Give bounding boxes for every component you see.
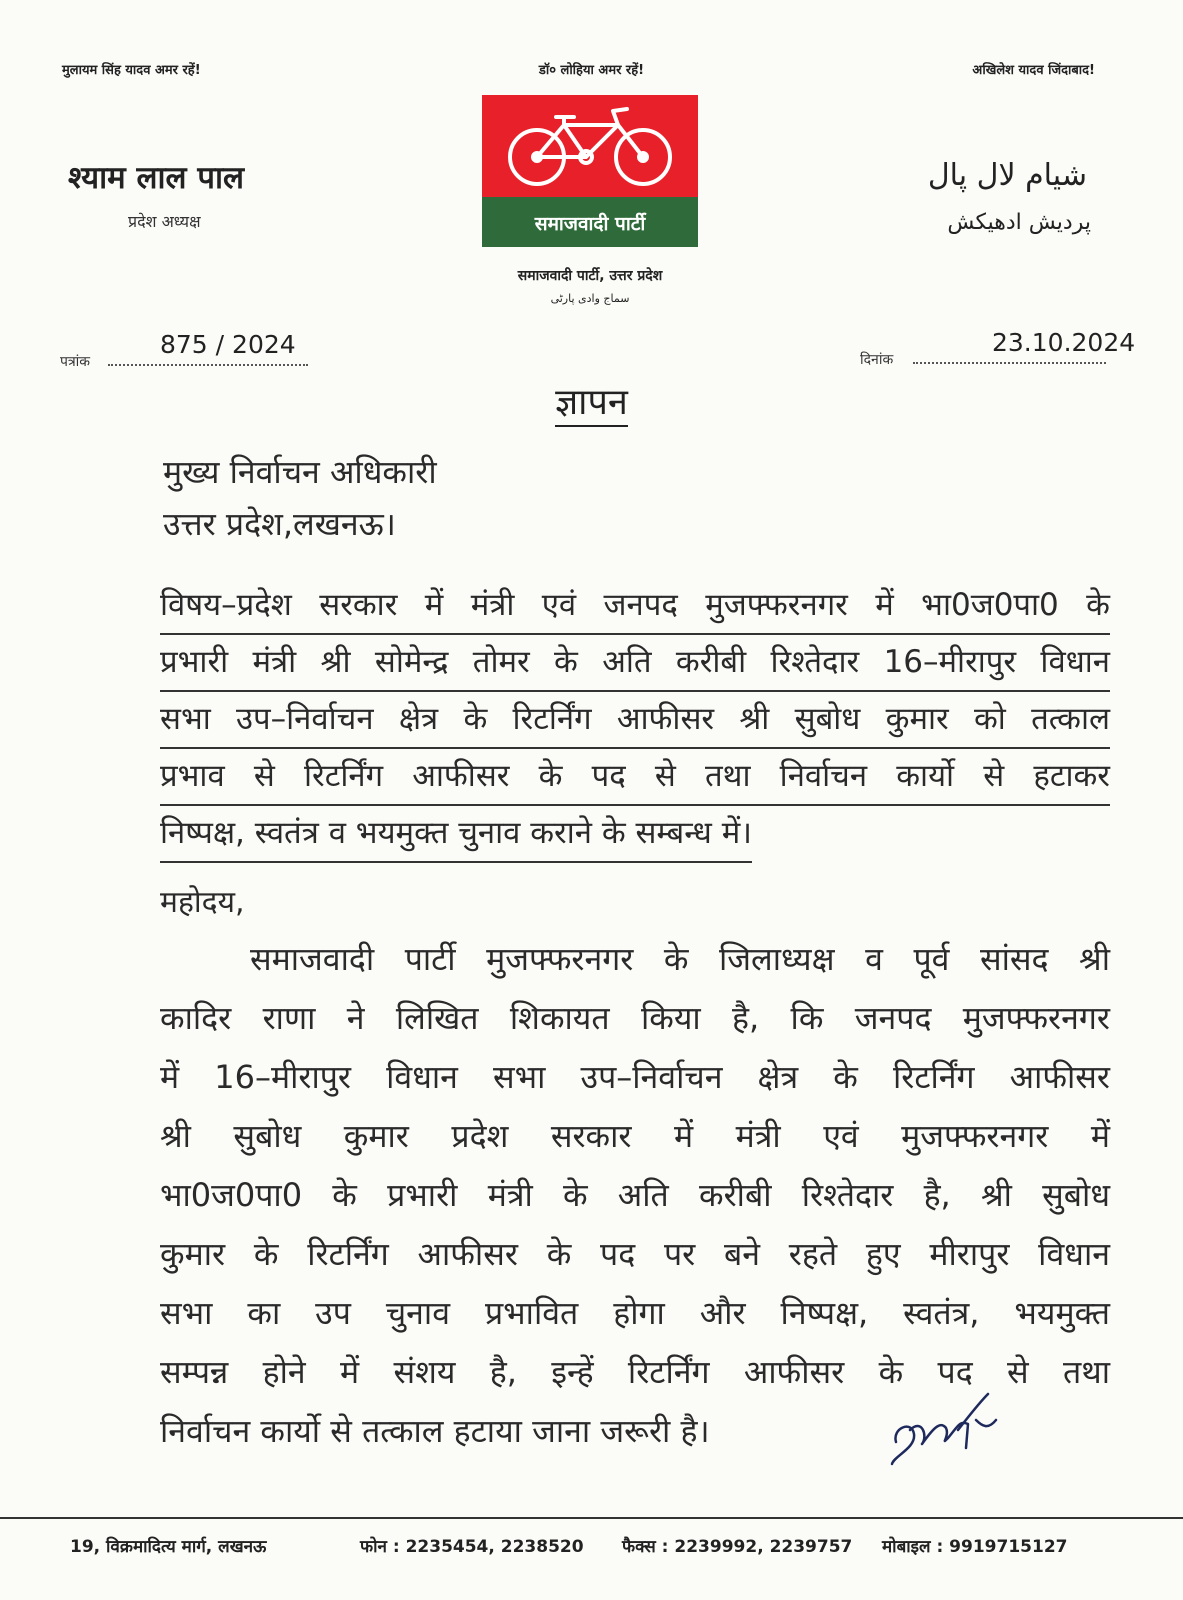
subject-block [160, 578, 1110, 863]
slogan-left: मुलायम सिंह यादव अमर रहें! [62, 63, 201, 78]
addressee-line-1: मुख्य निर्वाचन अधिकारी [163, 453, 437, 491]
body-line: समाजवादी पार्टी मुजफ्फरनगर के जिलाध्यक्ष व पूर्व सांसद श्री [250, 940, 1110, 978]
reference-label: पत्रांक [60, 354, 91, 370]
logo-text: समाजवादी पार्टी [534, 213, 646, 235]
footer-phone: फोन : 2235454, 2238520 [360, 1537, 584, 1557]
heading-text: ज्ञापन [555, 382, 628, 427]
sender-designation-hindi: प्रदेश अध्यक्ष [128, 212, 201, 231]
date-dotted-line [913, 362, 1106, 364]
sender-name-urdu: شیام لال پال [927, 158, 1087, 193]
letter-body [160, 930, 1110, 1461]
body-line: कादिर राणा ने लिखित शिकायत किया है, कि जनपद मुजफ्फरनगर [160, 999, 1110, 1037]
footer-divider [0, 1517, 1183, 1519]
footer-address: 19, विक्रमादित्य मार्ग, लखनऊ [70, 1537, 267, 1557]
body-line: भा0ज0पा0 के प्रभारी मंत्री के अति करीबी रिश्तेदार है, श्री सुबोध [160, 1176, 1110, 1214]
party-subtitle: समाजवादी पार्टी, उत्तर प्रदेश [517, 268, 663, 284]
date-label: दिनांक [860, 352, 894, 368]
footer-fax: फैक्स : 2239992, 2239757 [622, 1537, 853, 1557]
addressee-line-2: उत्तर प्रदेश,लखनऊ। [163, 505, 396, 543]
body-line: में 16–मीरापुर विधान सभा उप–निर्वाचन क्षेत्र के रिटर्निंग आफीसर [160, 1058, 1110, 1096]
body-line: सम्पन्न होने में संशय है, इन्हें रिटर्निंग आफीसर के पद से तथा [160, 1353, 1111, 1391]
subject-line: प्रभारी मंत्री श्री सोमेन्द्र तोमर के अति करीबी रिश्तेदार 16–मीरापुर विधान [160, 635, 1110, 692]
body-line: निर्वाचन कार्यो से तत्काल हटाया जाना जरूरी है। [160, 1412, 710, 1450]
sender-designation-urdu: پردیش ادھیکش [947, 210, 1091, 235]
document-heading [0, 376, 1183, 425]
signature-icon [888, 1390, 1003, 1470]
subject-line: सभा उप–निर्वाचन क्षेत्र के रिटर्निंग आफीसर श्री सुबोध कुमार को तत्काल [160, 692, 1110, 749]
sender-name-hindi: श्याम लाल पाल [68, 160, 245, 196]
party-subtitle-urdu: سماج وادی پارٹی [550, 292, 630, 305]
slogan-center: डॉ० लोहिया अमर रहें! [538, 63, 645, 78]
subject-line: प्रभाव से रिटर्निंग आफीसर के पद से तथा निर्वाचन कार्यो से हटाकर [160, 749, 1110, 806]
addressee [163, 446, 437, 550]
party-logo [482, 95, 698, 247]
date-value: 23.10.2024 [992, 328, 1136, 357]
reference-dotted-line [108, 364, 308, 366]
body-line: सभा का उप चुनाव प्रभावित होगा और निष्पक्ष, स्वतंत्र, भयमुक्त [160, 1294, 1110, 1332]
slogan-right: अखिलेश यादव जिंदाबाद! [972, 63, 1095, 78]
subject-line: निष्पक्ष, स्वतंत्र व भयमुक्त चुनाव कराने के सम्बन्ध में। [160, 806, 752, 863]
party-logo-graphic [482, 95, 698, 247]
reference-number: 875 / 2024 [160, 330, 296, 359]
salutation: महोदय, [160, 885, 245, 920]
subject-line: विषय–प्रदेश सरकार में मंत्री एवं जनपद मुजफ्फरनगर में भा0ज0पा0 के [160, 578, 1110, 635]
body-line: कुमार के रिटर्निंग आफीसर के पद पर बने रहते हुए मीरापुर विधान [160, 1235, 1110, 1273]
handwritten-signature [888, 1390, 1003, 1470]
footer-mobile: मोबाइल : 9919715127 [882, 1537, 1068, 1557]
body-line: श्री सुबोध कुमार प्रदेश सरकार में मंत्री एवं मुजफ्फरनगर में [160, 1117, 1110, 1155]
